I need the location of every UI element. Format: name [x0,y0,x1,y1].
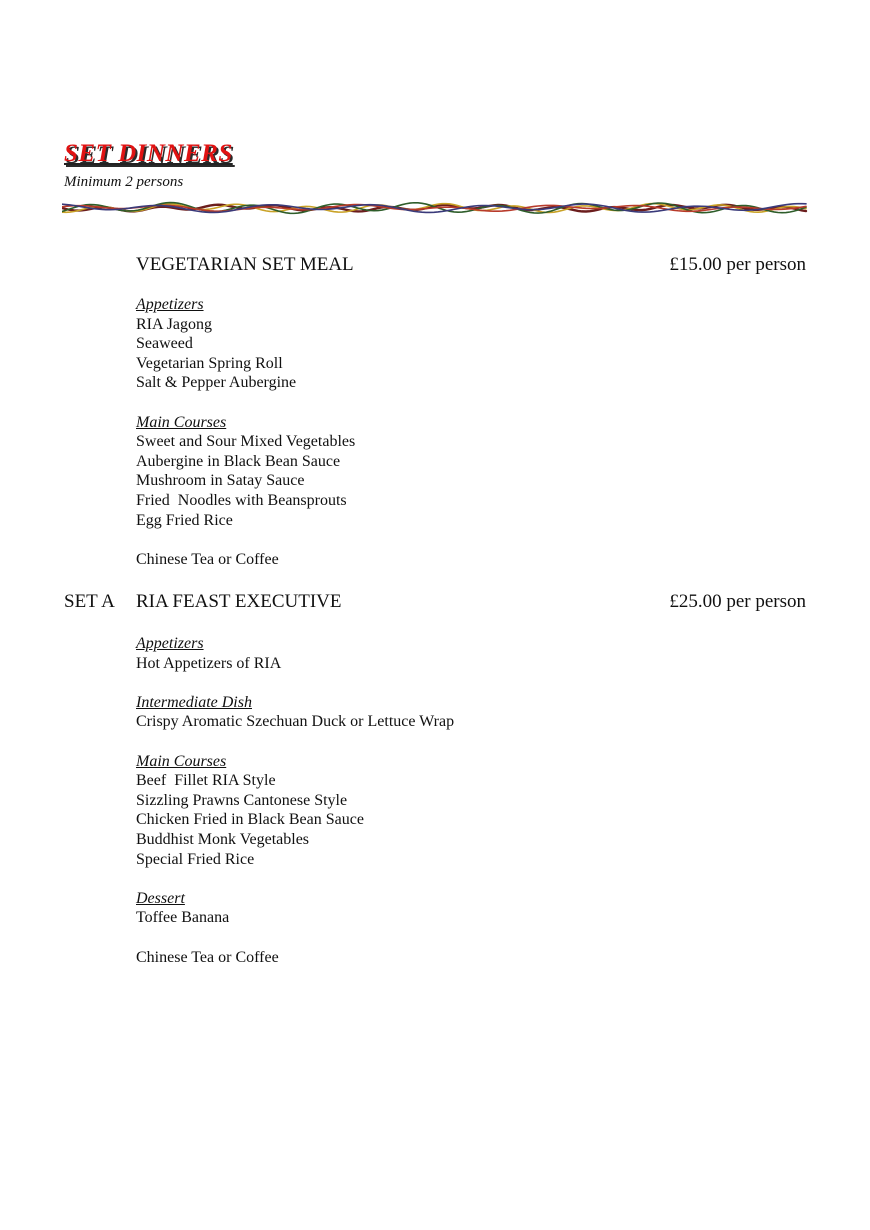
menu-item: Fried Noodles with Beansprouts [136,491,347,509]
menu-section [136,693,836,732]
menu-section [136,889,836,928]
menu-section [136,948,836,968]
meal-price: £15.00 per person [669,254,806,275]
meal-name: RIA FEAST EXECUTIVE [136,591,342,612]
section-heading: Appetizers [136,635,204,652]
menu-item: RIA Jagong [136,315,212,333]
menu-item: Salt & Pepper Aubergine [136,374,297,392]
section-heading: Main Courses [136,413,227,431]
decorative-divider [62,200,808,216]
meal-header [0,591,870,615]
section-heading: Appetizers [136,296,204,313]
menu-item: Chicken Fried in Black Bean Sauce [136,811,364,829]
menu-item: Hot Appetizers of RIA [136,654,282,672]
meal-sections [136,295,836,589]
section-heading: Dessert [136,889,185,907]
page-title: SET DINNERS [64,140,233,167]
menu-item: Chinese Tea or Coffee [136,550,279,568]
menu-item: Special Fried Rice [136,850,255,868]
menu-section [136,413,836,531]
section-heading: Intermediate Dish [136,693,252,711]
menu-item: Toffee Banana [136,909,230,927]
meal-header [0,254,870,278]
meal-sections [136,634,836,987]
menu-item: Crispy Aromatic Szechuan Duck or Lettuce Wrap [136,713,455,731]
menu-item: Buddhist Monk Vegetables [136,830,310,848]
menu-item: Egg Fried Rice [136,511,233,529]
meal-name: VEGETARIAN SET MEAL [136,254,354,275]
meal-price: £25.00 per person [669,591,806,612]
menu-section [136,752,836,870]
menu-item: Sizzling Prawns Cantonese Style [136,791,348,809]
menu-item: Vegetarian Spring Roll [136,354,283,372]
menu-item: Mushroom in Satay Sauce [136,472,305,490]
menu-item: Aubergine in Black Bean Sauce [136,452,341,470]
menu-section [136,295,836,393]
menu-section [136,634,836,673]
section-heading: Main Courses [136,752,227,770]
page-subtitle: Minimum 2 persons [64,174,184,190]
set-code: SET A [64,591,115,612]
menu-section [136,550,836,570]
menu-item: Sweet and Sour Mixed Vegetables [136,433,356,451]
menu-item: Seaweed [136,335,193,353]
menu-item: Beef Fillet RIA Style [136,772,276,790]
menu-item: Chinese Tea or Coffee [136,948,279,966]
